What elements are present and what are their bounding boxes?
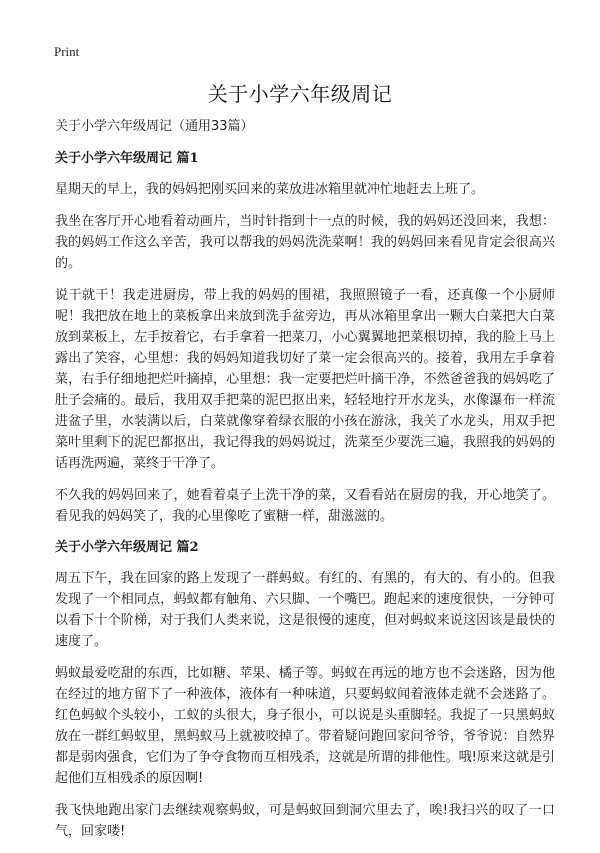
print-link[interactable]: Print [54,44,80,59]
section-heading: 关于小学六年级周记 篇2 [55,540,199,555]
article-subtitle: 关于小学六年级周记（通用33篇） [55,119,254,134]
paragraph: 说干就干！我走进厨房，带上我的妈妈的围裙，我照照镜子一看，还真像一个小厨师呢！我把放在地上的菜板拿出来放到洗手盆旁边，再从冰箱里拿出一颗大白菜把大白菜放到菜板上，左手按着它，右手拿着一把菜刀，小心翼翼地把菜根切掉，我的脸上马上露出了笑容，心里想：我的妈妈知道我切好了菜一定会很高兴的。接着，我用左手拿着菜，右手仔细地把烂叶摘掉，心里想：我一定要把烂叶摘干净，不然爸爸我的妈妈吃了肚子会痛的。最后，我用双手把菜的泥巴抠出来，轻轻地拧开水龙头，水像瀑布一样流进盆子里，水装满以后，白菜就像穿着绿衣服的小孩在游泳，我关了水龙头，用双手把菜叶里剩下的泥巴都抠出，我记得我的妈妈说过，洗菜至少要洗三遍，我照我的妈妈的话再洗两遍，菜终于干净了。 [55,288,555,471]
paragraph: 我飞快地跑出家门去继续观察蚂蚁，可是蚂蚁回到洞穴里去了，唉!我扫兴的叹了一口气，回家喽! [55,803,555,839]
page-title: 关于小学六年级周记 [207,82,393,106]
paragraph: 星期天的早上，我的妈妈把刚买回来的菜放进冰箱里就冲忙地赶去上班了。 [55,182,485,197]
article-section-1 [55,149,555,527]
article-section-2 [55,538,555,842]
paragraph: 蚂蚁最爱吃甜的东西，比如糖、苹果、橘子等。蚂蚁在再远的地方也不会迷路，因为他在经过的地方留下了一种液体，液体有一种味道，只要蚂蚁闻着液体走就不会迷路了。红色蚂蚁个头较小，工蚁的头很大，身子很小，可以说是头重脚轻。我捉了一只黑蚂蚁放在一群红蚂蚁里，黑蚂蚁马上就被咬掉了。带着疑问跑回家问爷爷，爷爷说：自然界都是弱肉强食，它们为了争夺食物而互相残杀，这就是所谓的排他性。哦!原来这就是引起他们互相残杀的原因啊! [55,666,555,786]
paragraph: 我坐在客厅开心地看着动画片，当时针指到十一点的时候，我的妈妈还没回来，我想：我的妈妈工作这么辛苦，我可以帮我的妈妈洗洗菜啊！我的妈妈回来看见肯定会很高兴的。 [55,214,555,271]
article-body [55,117,555,853]
paragraph: 周五下午，我在回家的路上发现了一群蚂蚁。有红的、有黑的，有大的、有小的。但我发现了一个相同点，蚂蚁都有触角、六只脚、一个嘴巴。跑起来的速度很快，一分钟可以看下十个阶梯，对于我们人类来说，这是很慢的速度，但对蚂蚁来说这因该是最快的速度了。 [55,571,555,649]
paragraph: 不久我的妈妈回来了，她看着桌子上洗干净的菜，又看看站在厨房的我，开心地笑了。看见我的妈妈笑了，我的心里像吃了蜜糖一样，甜滋滋的。 [55,488,555,524]
section-heading: 关于小学六年级周记 篇1 [55,151,199,166]
